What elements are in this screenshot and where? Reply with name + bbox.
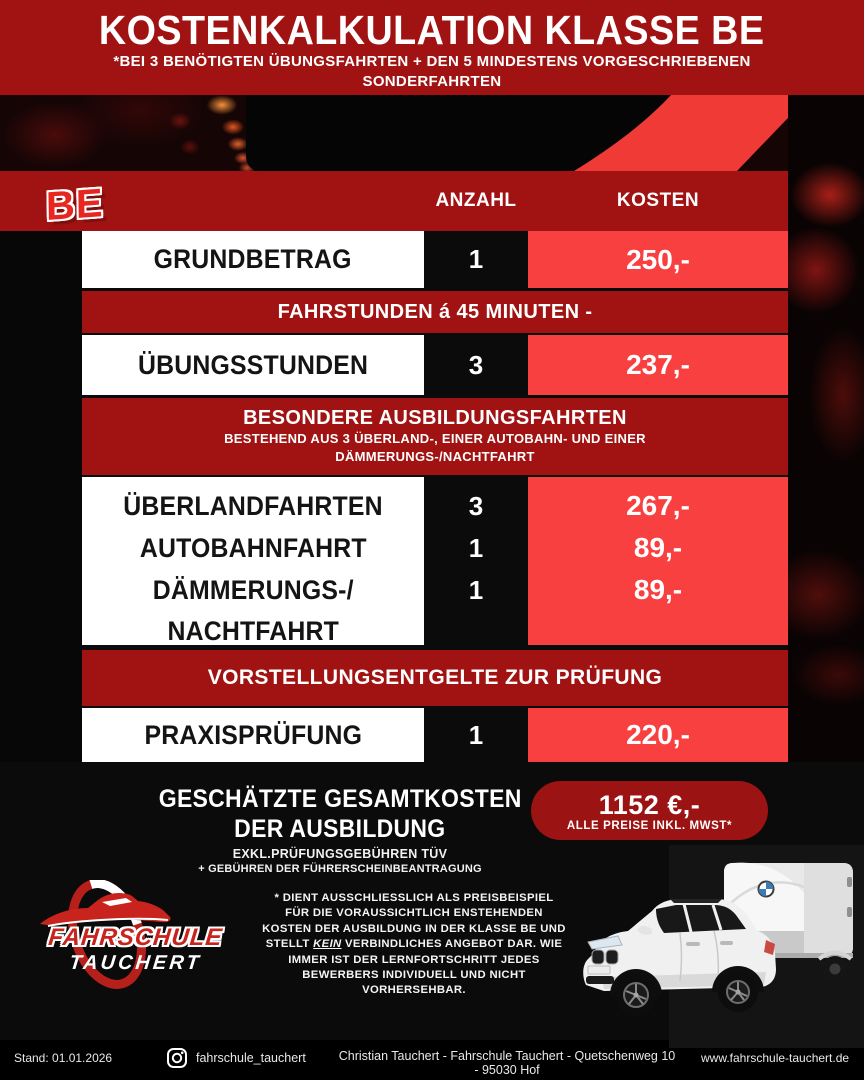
column-header-anzahl: ANZAHL [435, 190, 517, 211]
rows-besondere-fahrten [82, 477, 788, 645]
car-trailer-illustration [552, 845, 864, 1050]
daemmerungsfahrt-kosten: 89,- [633, 574, 683, 605]
section-band-vorstellung [82, 650, 788, 706]
front-wheel [615, 974, 657, 1016]
band-besondere-title: BESONDERE AUSBILDUNGSFAHRTEN [243, 407, 627, 429]
car-trailer-graphic [552, 845, 864, 1050]
band-besondere-subtitle-line2: DÄMMERUNGS-/NACHTFAHRT [335, 449, 535, 464]
disclaimer-text [261, 891, 567, 999]
daemmerungsfahrt-anzahl: 1 [468, 574, 484, 605]
left-margin [0, 171, 82, 762]
totals-heading-line1: GESCHÄTZTE GESAMTKOSTEN [158, 785, 522, 813]
besondere-anzahl [424, 477, 528, 645]
class-badge: BE [45, 180, 104, 230]
instagram-icon [166, 1047, 188, 1069]
disclaimer-emphasis: KEIN [313, 938, 342, 951]
daemmerungsfahrt-label-line1: DÄMMERUNGS-/ [152, 574, 354, 605]
logo-car-icon [40, 893, 171, 926]
page-subtitle [0, 52, 864, 92]
page-title: KOSTENKALKULATION KLASSE BE [99, 7, 765, 53]
autobahnfahrt-label: AUTOBAHNFAHRT [139, 532, 367, 563]
uebungsstunden-label: ÜBUNGSSTUNDEN [82, 335, 424, 395]
totals-notes [120, 846, 560, 877]
praxispruefung-kosten: 220,- [528, 708, 788, 762]
band-besondere-subtitle-line1: BESTEHEND AUS 3 ÜBERLAND-, EINER AUTOBAHN- UND EINER [224, 431, 646, 446]
swoosh-graphic [0, 95, 864, 171]
row-praxispruefung [82, 708, 788, 762]
total-price-pill [531, 781, 768, 840]
table-header-bar [0, 171, 788, 231]
band-vorstellung-title: VORSTELLUNGSENTGELTE ZUR PRÜFUNG [207, 666, 663, 689]
logo-name-line1: FAHRSCHULE [47, 924, 224, 951]
band-fahrstunden-title: FAHRSTUNDEN á 45 MINUTEN - [277, 300, 593, 323]
autobahnfahrt-anzahl: 1 [468, 532, 484, 563]
total-price-note: ALLE PREISE INKL. MWST* [566, 819, 733, 832]
page-subtitle-line1: *BEI 3 BENÖTIGTEN ÜBUNGSFAHRTEN + DEN 5 MINDESTENS VORGESCHRIEBENEN [113, 53, 751, 70]
besondere-kosten [528, 477, 788, 645]
band-besondere-subtitle [224, 430, 646, 466]
bmw-logo-icon [759, 882, 774, 897]
uebungsstunden-anzahl: 3 [424, 335, 528, 395]
praxispruefung-anzahl: 1 [424, 708, 528, 762]
fahrschule-tauchert-logo [18, 880, 253, 1020]
suv-graphic [583, 899, 776, 1016]
total-price: 1152 €,- [598, 789, 701, 820]
ueberlandfahrten-label: ÜBERLANDFAHRTEN [123, 490, 383, 521]
address: Christian Tauchert - Fahrschule Tauchert - Quetschenweg 10 - 95030 Hof [338, 1049, 676, 1077]
photo-strip [0, 95, 864, 171]
row-uebungsstunden [82, 335, 788, 395]
daemmerungsfahrt-label-line2: NACHTFAHRT [167, 615, 339, 646]
instagram-handle[interactable]: fahrschule_tauchert [196, 1051, 306, 1065]
header [0, 0, 864, 95]
totals-note-line1: EXKL.PRÜFUNGSGEBÜHREN TÜV [232, 847, 448, 861]
grundbetrag-label: GRUNDBETRAG [82, 231, 424, 288]
column-header-kosten: KOSTEN [616, 190, 700, 211]
ueberlandfahrten-anzahl: 3 [468, 490, 484, 521]
totals-heading [120, 784, 560, 844]
section-band-fahrstunden [82, 291, 788, 333]
totals-note-line2: + GEBÜHREN DER FÜHRERSCHEINBEANTRAGUNG [198, 863, 482, 875]
right-photo-margin [788, 95, 864, 762]
section-band-besondere [82, 398, 788, 475]
row-grundbetrag [82, 231, 788, 288]
uebungsstunden-kosten: 237,- [528, 335, 788, 395]
page-subtitle-line2: SONDERFAHRTEN [362, 73, 502, 90]
stand-date: Stand: 01.01.2026 [14, 1051, 113, 1065]
besondere-labels [82, 477, 424, 645]
totals-heading-line2: DER AUSBILDUNG [234, 815, 446, 843]
praxispruefung-label: PRAXISPRÜFUNG [82, 708, 424, 762]
grundbetrag-kosten: 250,- [528, 231, 788, 288]
ueberlandfahrten-kosten: 267,- [626, 490, 690, 521]
grundbetrag-anzahl: 1 [424, 231, 528, 288]
disclaimer-part1: * DIENT AUSSCHLIESSLICH ALS PREISBEISPIEL FÜR DIE VORAUSSICHTLICH ENSTEHENDEN KOSTEN DER AUSBILDUNG IN DER KLASSE BE UND STELLT [262, 892, 566, 951]
website-link[interactable]: www.fahrschule-tauchert.de [701, 1051, 850, 1065]
disclaimer-part2: VERBINDLICHES ANGEBOT DAR. WIE IMMER IST DER LERNFORTSCHRITT JEDES BEWERBERS INDIVIDUELL UND NICHT VORHERSEHBAR. [288, 938, 563, 997]
logo-name-line2: TAUCHERT [68, 952, 203, 974]
autobahnfahrt-kosten: 89,- [633, 532, 683, 563]
rear-wheel [718, 972, 758, 1012]
